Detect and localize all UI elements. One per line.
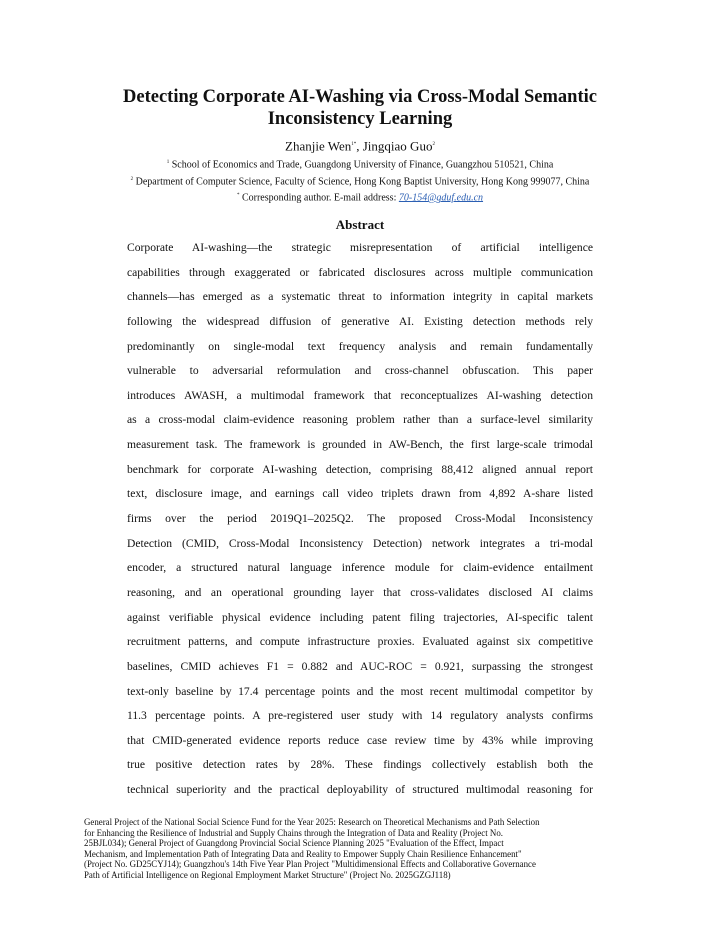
- title-line-2: Inconsistency Learning: [267, 109, 453, 129]
- abstract-line: reasoning, and an operational grounding layer that cross-validates disclosed AI claims: [127, 585, 593, 599]
- author-2: Jingqiao Guo: [362, 138, 433, 154]
- abstract-line: recruitment patterns, and compute infrastructure proxies. Evaluated against six competitive: [127, 635, 593, 649]
- corresponding-author: [40, 189, 680, 205]
- footnote-line: General Project of the National Social Science Fund for the Year 2025: Research on Theoretical Mechanisms and Path Selection: [84, 817, 540, 827]
- abstract-line: Corporate AI-washing—the strategic misrepresentation of artificial intelligence: [127, 241, 593, 254]
- abstract-line: true positive detection rates by 28%. These findings collectively establish both the: [127, 758, 593, 772]
- abstract-line: technical superiority and the practical deployability of structured multimodal reasoning for: [127, 783, 593, 797]
- author-separator: ,: [356, 138, 363, 154]
- abstract-heading: Abstract: [335, 217, 385, 232]
- corresponding-mark: *: [236, 193, 240, 198]
- abstract-line: against verifiable physical evidence including patent filing trajectories, AI-specific talent: [127, 610, 593, 624]
- affiliation-2: [40, 173, 680, 189]
- footnote-line: (Project No. GD25CYJ14); Guangzhou's 14th Five Year Plan Project "Multidimensional Effects and Collaborative Governance: [84, 859, 536, 870]
- affiliation-1: [40, 156, 680, 172]
- footnote-line: Path of Artificial Intelligence on Regional Employment Market Structure" (Project No. 2025GZGJ118): [84, 869, 451, 880]
- abstract-line: capabilities through exaggerated or fabricated disclosures across multiple communication: [127, 265, 593, 279]
- title-line-1: Detecting Corporate AI-Washing via Cross-Modal Semantic: [123, 87, 597, 107]
- abstract-line: introduces AWASH, a multimodal framework that reconceptualizes AI-washing detection: [127, 388, 593, 402]
- affiliation-2-mark: 2: [130, 177, 134, 182]
- paper-title: [60, 86, 660, 130]
- affiliation-1-text: School of Economics and Trade, Guangdong University of Finance, Guangzhou 510521, China: [171, 159, 554, 171]
- footnote-line: Mechanism, and Implementation Path of Integrating Data and Reality to Empower Supply Chain Resilience Enhancement": [84, 848, 522, 859]
- footnote-line: for Enhancing the Resilience of Industrial and Supply Chains through the Integration of Data and Reality (Project No.: [84, 827, 503, 838]
- abstract-line: benchmark for corporate AI-washing detection, comprising 88,412 aligned annual report: [127, 462, 593, 476]
- funding-footnote: [84, 817, 640, 881]
- corresponding-text: Corresponding author. E-mail address:: [241, 192, 399, 204]
- abstract-line: measurement task. The framework is grounded in AW-Bench, the first large-scale trimodal: [127, 438, 593, 452]
- abstract-line: text, disclosure image, and earnings call video triplets drawn from 4,892 A-share listed: [127, 487, 593, 501]
- abstract-line: predominantly on single-modal text frequency analysis and remain fundamentally: [127, 339, 593, 353]
- abstract-line: firms over the period 2019Q1–2025Q2. The proposed Cross-Modal Inconsistency: [127, 512, 593, 526]
- author-1: Zhanjie Wen: [285, 138, 352, 154]
- abstract-body: [127, 236, 593, 803]
- corresponding-email-link[interactable]: 70-154@gduf.edu.cn: [398, 192, 484, 204]
- author-2-marks: 2: [432, 142, 435, 147]
- abstract-line: Detection (CMID, Cross-Modal Inconsistency Detection) network integrates a tri-modal: [127, 536, 593, 550]
- author-1-marks: 1*: [351, 142, 357, 147]
- abstract-line: 11.3 percentage points. A pre-registered user study with 14 regulatory analysts confirms: [127, 709, 593, 723]
- affiliation-1-mark: 1: [166, 160, 170, 165]
- abstract-line: following the widespread diffusion of generative AI. Existing detection methods rely: [127, 314, 593, 328]
- author-list: [60, 136, 660, 155]
- abstract-line: channels—has emerged as a systematic threat to information integrity in capital markets: [127, 290, 593, 304]
- abstract-line: encoder, a structured natural language inference module for claim-evidence entailment: [127, 561, 593, 575]
- abstract-line: text-only baseline by 17.4 percentage points and the most recent multimodal competitor by: [127, 684, 593, 698]
- abstract-line: vulnerable to adversarial reformulation and cross-channel obfuscation. This paper: [127, 364, 593, 378]
- affiliation-2-text: Department of Computer Science, Faculty of Science, Hong Kong Baptist University, Hong Kong 999077, China: [135, 176, 590, 188]
- abstract-line: baselines, CMID achieves F1 = 0.882 and AUC-ROC = 0.921, surpassing the strongest: [127, 659, 593, 673]
- footnote-line: 25BJL034); General Project of Guangdong Provincial Social Science Planning 2025 "Evaluation of the Effect, Impact: [84, 838, 504, 849]
- abstract-line: that CMID-generated evidence reports reduce case review time by 43% while improving: [127, 733, 593, 747]
- abstract-line: as a cross-modal claim-evidence reasoning problem rather than a surface-level similarity: [127, 413, 593, 427]
